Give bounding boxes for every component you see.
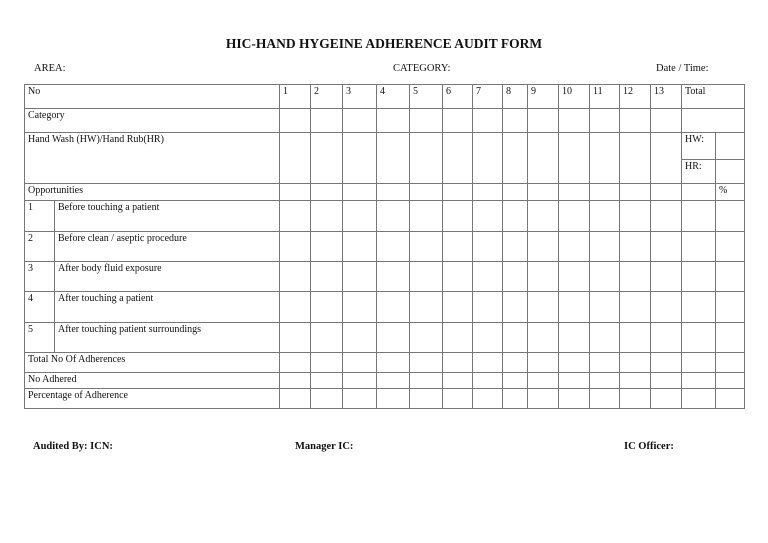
no-adhered-label: No Adhered <box>25 373 280 389</box>
opportunity-label: Before clean / aseptic procedure <box>55 232 280 262</box>
opportunities-label: Opportunities <box>25 184 280 201</box>
col-2: 2 <box>311 85 343 109</box>
percent-label: % <box>716 184 745 201</box>
category-row <box>25 109 745 133</box>
col-4: 4 <box>377 85 410 109</box>
opportunity-num: 4 <box>25 292 55 323</box>
table-row <box>25 232 745 262</box>
header-row <box>25 85 745 109</box>
col-13: 13 <box>651 85 682 109</box>
opportunity-label: After body fluid exposure <box>55 262 280 292</box>
handwash-row <box>25 133 745 160</box>
total-adherences-row <box>25 353 745 373</box>
category-label: CATEGORY: <box>393 63 451 74</box>
col-1: 1 <box>280 85 311 109</box>
col-6: 6 <box>443 85 473 109</box>
audit-table <box>24 84 745 409</box>
manager-label: Manager IC: <box>295 441 354 452</box>
col-5: 5 <box>410 85 443 109</box>
form-title: HIC-HAND HYGEINE ADHERENCE AUDIT FORM <box>225 36 543 51</box>
col-8: 8 <box>503 85 528 109</box>
category-label-cell: Category <box>25 109 280 133</box>
table-row <box>25 292 745 323</box>
hw-label: HW: <box>682 133 716 160</box>
col-9: 9 <box>528 85 559 109</box>
total-header: Total <box>682 85 745 109</box>
audited-by-label: Audited By: ICN: <box>33 441 113 452</box>
table-row <box>25 201 745 232</box>
opportunity-label: After touching patient surroundings <box>55 323 280 353</box>
col-7: 7 <box>473 85 503 109</box>
no-adhered-row <box>25 373 745 389</box>
opportunities-row <box>25 184 745 201</box>
percentage-label: Percentage of Adherence <box>25 389 280 409</box>
col-12: 12 <box>620 85 651 109</box>
opportunity-num: 2 <box>25 232 55 262</box>
area-label: AREA: <box>34 63 66 74</box>
percentage-row <box>25 389 745 409</box>
opportunity-num: 3 <box>25 262 55 292</box>
opportunity-label: After touching a patient <box>55 292 280 323</box>
datetime-label: Date / Time: <box>656 63 709 74</box>
total-adherences-label: Total No Of Adherences <box>25 353 280 373</box>
col-10: 10 <box>559 85 590 109</box>
col-11: 11 <box>590 85 620 109</box>
opportunity-num: 1 <box>25 201 55 232</box>
opportunity-num: 5 <box>25 323 55 353</box>
no-header: No <box>25 85 280 109</box>
opportunity-label: Before touching a patient <box>55 201 280 232</box>
hr-label: HR: <box>682 160 716 184</box>
handwash-label: Hand Wash (HW)/Hand Rub(HR) <box>25 133 280 184</box>
table-row <box>25 323 745 353</box>
ic-officer-label: IC Officer: <box>624 441 674 452</box>
table-row <box>25 262 745 292</box>
col-3: 3 <box>343 85 377 109</box>
